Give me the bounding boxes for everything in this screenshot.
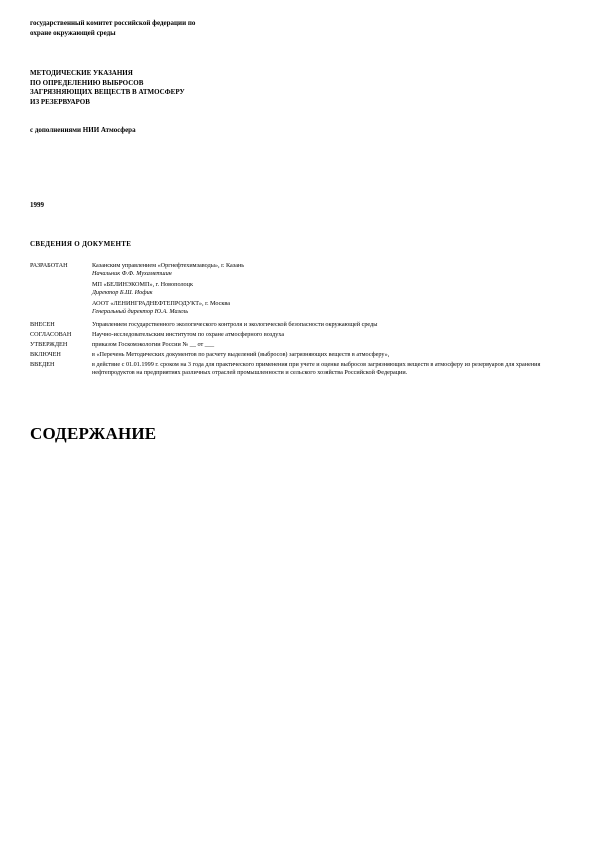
document-title [30,69,330,107]
developer-person: Директор Б.Ш. Иофик [92,289,153,296]
developer-entry [92,281,565,297]
developer-org: МП «БЕЛИНЭКОМП», г. Новополоцк [92,281,193,288]
approved-row [30,341,565,349]
developer-entry [92,262,565,278]
developer-entry [92,300,565,316]
approved-label: УТВЕРЖДЕН [30,341,68,348]
introduced-label: ВНЕСЕН [30,321,55,328]
agreed-value: Научно-исследовательским институтом по охране атмосферного воздуха [92,331,285,338]
included-row [30,351,565,359]
publication-year: 1999 [30,201,44,209]
doc-info-table [30,262,565,379]
doc-info-heading: СВЕДЕНИЯ О ДОКУМЕНТЕ [30,240,132,248]
title-line: ИЗ РЕЗЕРВУАРОВ [30,97,90,106]
org-line: охране окружающей среды [30,29,116,37]
agreed-row [30,331,565,339]
agreed-label: СОГЛАСОВАН [30,331,72,338]
included-label: ВКЛЮЧЕН [30,351,61,358]
org-line: государственный комитет российской федерации по [30,19,196,27]
issuing-organization [30,18,330,38]
enacted-row [30,361,565,377]
developer-person: Генеральный директор Ю.А. Мазель [92,308,189,315]
approved-value: приказом Госкомэкологии России № __ от ___ [92,341,215,348]
developers-list [92,262,565,319]
included-value: в «Перечень Методических документов по расчету выделений (выбросов) загрязняющих веществ в атмосферу», [92,351,390,358]
introduced-row [30,321,565,329]
introduced-value: Управлением государственного экологического контроля и экологической безопасности окружающей среды [92,321,378,328]
enacted-value: в действие с 01.01.1999 г. сроком на 3 года для практического применения при учете и оценке выбросов загрязняющих веществ в атмосферу из резервуаров для хранения нефтепродуктов на предприятиях различных отраслей промышленности и сельского хозяйства Российской Федерации. [92,361,541,376]
title-line: ЗАГРЯЗНЯЮЩИХ ВЕЩЕСТВ В АТМОСФЕРУ [30,88,185,96]
title-line: МЕТОДИЧЕСКИЕ УКАЗАНИЯ [30,69,133,77]
addition-note: с дополнениями НИИ Атмосфера [30,126,136,134]
toc-heading: СОДЕРЖАНИЕ [30,424,157,443]
developer-person: Начальник Ф.Ф. Мухаметшин [92,270,172,277]
developed-row [30,262,565,319]
developer-org: Казанским управлением «Оргнефтехимзаводы», г. Казань [92,262,245,269]
title-line: ПО ОПРЕДЕЛЕНИЮ ВЫБРОСОВ [30,78,144,87]
developed-label: РАЗРАБОТАН [30,262,68,269]
developer-org: АООТ «ЛЕНИНГРАДНЕФТЕПРОДУКТ», г. Москва [92,300,230,307]
enacted-label: ВВЕДЕН [30,361,55,368]
